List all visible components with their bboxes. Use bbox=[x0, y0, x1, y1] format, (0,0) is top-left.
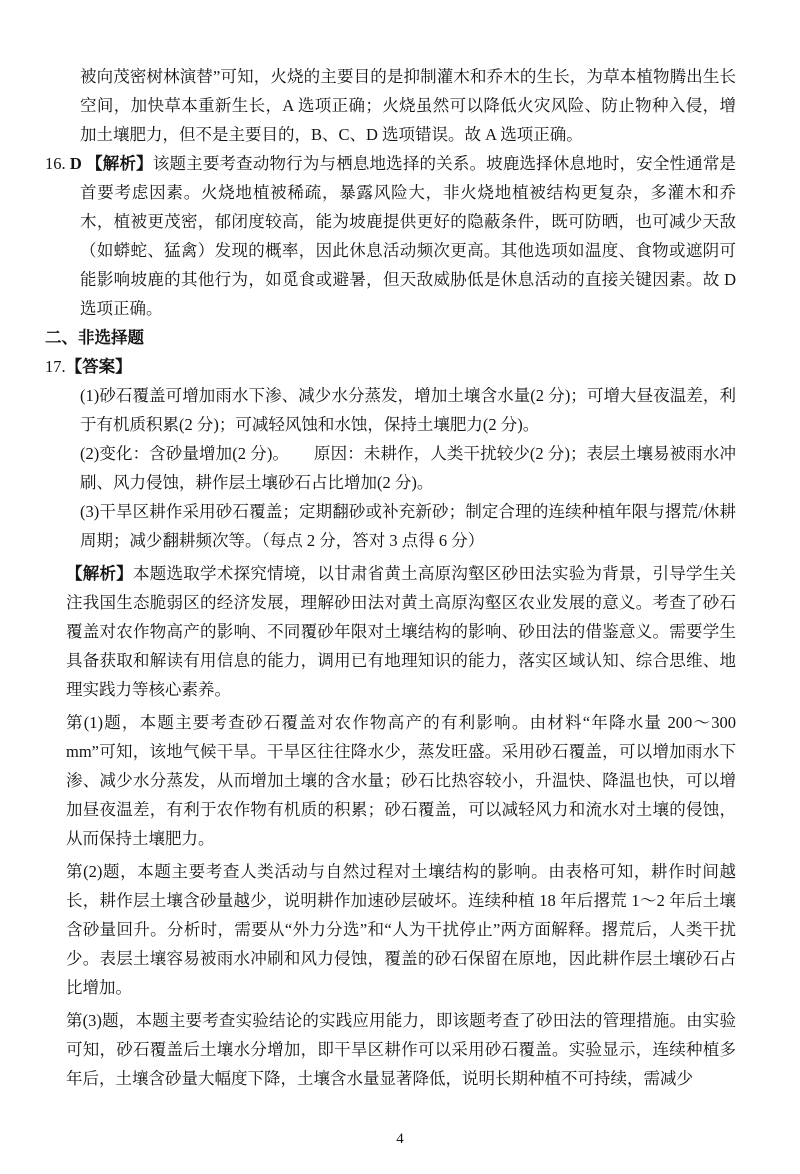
section-heading-non-choice: 二、非选择题 bbox=[45, 328, 144, 347]
answer-17-analysis-q2: 第(2)题，本题主要考查人类活动与自然过程对土壤结构的影响。由表格可知，耕作时间越长，耕作层土壤含砂量越少，说明耕作加速砂层破坏。连续种植 18 年后撂荒 1～2 年后土壤含砂量回升。分析时，需要从“外力分选”和“人为干扰停止”两方面解释。撂荒后，人类干扰少。表层土壤容易被雨水冲刷和风力侵蚀，覆盖的砂石保留在原地，因此耕作层土壤砂石占比增加。 bbox=[66, 862, 736, 997]
question-16-answer-letter: D bbox=[69, 154, 82, 173]
question-17-number: 17. bbox=[45, 357, 66, 376]
answer-17-header bbox=[45, 352, 736, 381]
analysis-intro-text: 本题选取学术探究情境，以甘肃省黄土高原沟壑区砂田法实验为背景，引导学生关注我国生态脆弱区的经济发展，理解砂田法对黄土高原沟壑区农业发展的意义。考查了砂石覆盖对农作物高产的影响、不同覆砂年限对土壤结构的影响、砂田法的借鉴意义。需要学生具备获取和解读有用信息的能力，调用已有地理知识的能力，落实区域认知、综合思维、地理实践力等核心素养。 bbox=[66, 564, 737, 699]
answer-17-analysis-q1: 第(1)题，本题主要考查砂石覆盖对农作物高产的有利影响。由材料“年降水量 200～300 mm”可知，该地气候干旱。干旱区往往降水少，蒸发旺盛。采用砂石覆盖，可以增加雨水下渗、减少水分蒸发，从而增加土壤的含水量；砂石比热容较小，升温快、降温也快，可以增加昼夜温差，有利于农作物有机质的积累；砂石覆盖，可以减轻风力和流水对土壤的侵蚀，从而保持土壤肥力。 bbox=[66, 713, 736, 848]
answer-16 bbox=[45, 149, 737, 323]
question-16-analysis-text: 该题主要考查动物行为与栖息地选择的关系。坡鹿选择休息地时，安全性通常是首要考虑因素。火烧地植被稀疏，暴露风险大，非火烧地植被结构更复杂，多灌木和乔木，植被更茂密，郁闭度较高，能为坡鹿提供更好的隐蔽条件，既可防晒，也可减少天敌（如蟒蛇、猛禽）发现的概率，因此休息活动频次更高。其他选项如温度、食物或遮阴可能影响坡鹿的其他行为，如觅食或避暑，但天敌威胁低是休息活动的直接关键因素。故 D 选项正确。 bbox=[80, 154, 737, 318]
analysis-label-16: 【解析】 bbox=[86, 154, 153, 173]
analysis-label-17: 【解析】 bbox=[66, 564, 134, 583]
answer-17-part-2: (2)变化：含砂量增加(2 分)。 原因：未耕作，人类干扰较少(2 分)；表层土壤易被雨水冲刷、风力侵蚀，耕作层土壤砂石占比增加(2 分)。 bbox=[80, 444, 736, 492]
answer-15-explanation-tail: 被向茂密树林演替”可知，火烧的主要目的是抑制灌木和乔木的生长，为草本植物腾出生长空间，加快草本重新生长，A 选项正确；火烧虽然可以降低火灾风险、防止物种入侵，增加土壤肥力，但不是主要目的，B、C、D 选项错误。故 A 选项正确。 bbox=[80, 67, 736, 144]
answer-17-analysis-intro bbox=[66, 559, 736, 704]
answer-label-17: 【答案】 bbox=[65, 357, 132, 376]
answer-17-analysis-q3: 第(3)题，本题主要考查实验结论的实践应用能力，即该题考查了砂田法的管理措施。由实验可知，砂石覆盖后土壤水分增加，即干旱区耕作可以采用砂石覆盖。实验显示，连续种植多年后，土壤含砂量大幅度下降，土壤含水量显著降低，说明长期种植不可持续，需减少 bbox=[66, 1011, 736, 1088]
question-16-number: 16. bbox=[45, 154, 66, 173]
answer-17-part-1: (1)砂石覆盖可增加雨水下渗、减少水分蒸发，增加土壤含水量(2 分)；可增大昼夜温差，利于有机质积累(2 分)；可减轻风蚀和水蚀，保持土壤肥力(2 分)。 bbox=[80, 386, 736, 434]
page-number: 4 bbox=[396, 1131, 404, 1147]
answer-17-part-3: (3)干旱区耕作采用砂石覆盖；定期翻砂或补充新砂；制定合理的连续种植年限与撂荒/休耕周期；减少翻耕频次等。（每点 2 分，答对 3 点得 6 分） bbox=[80, 502, 736, 550]
